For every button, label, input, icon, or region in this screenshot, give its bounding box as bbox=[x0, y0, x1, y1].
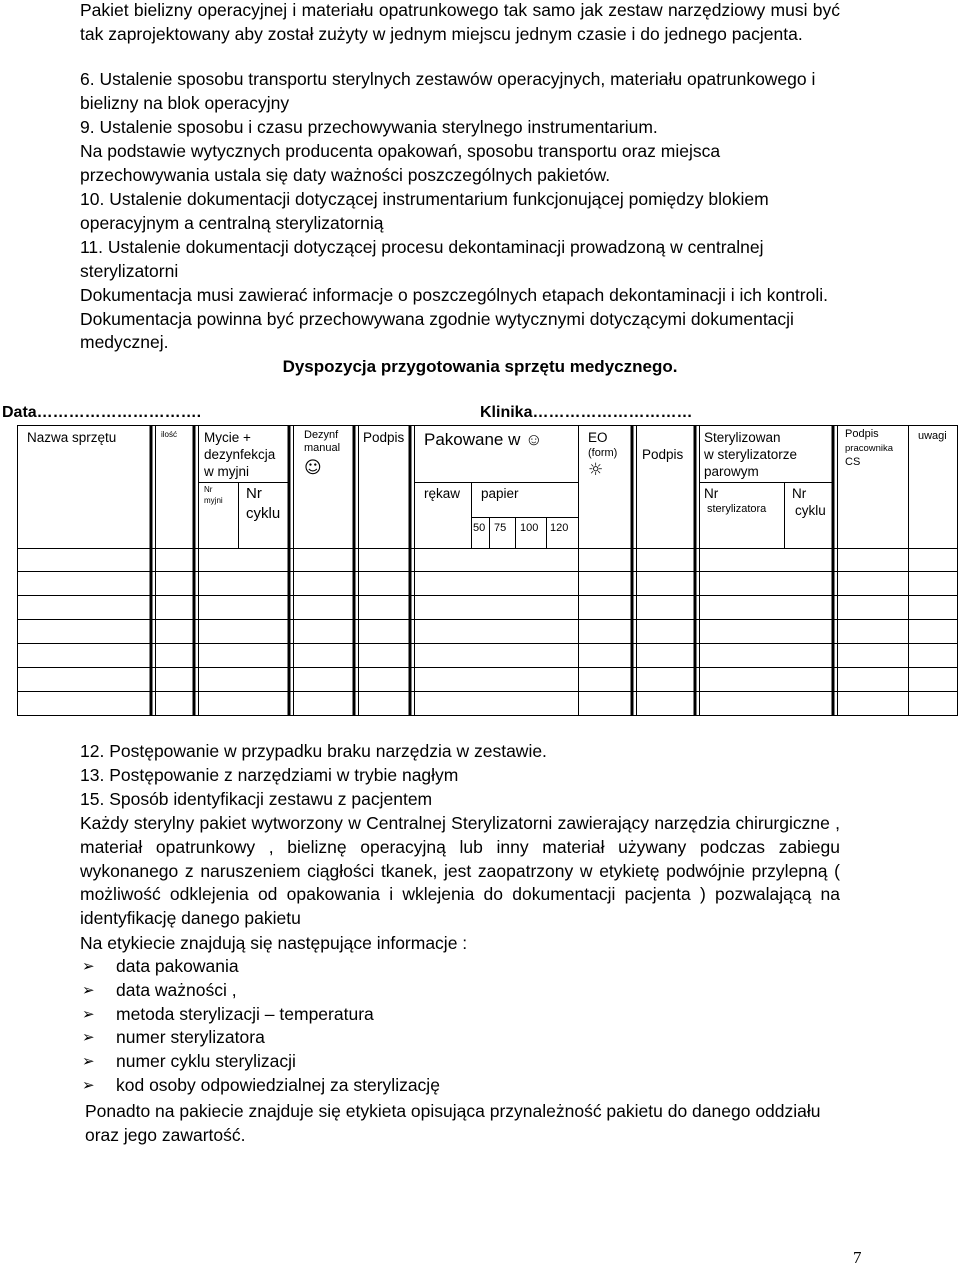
header-nr-myjni-2: myjni bbox=[204, 496, 223, 505]
header-nr-cyklu2-1: Nr bbox=[792, 486, 807, 501]
item-13: 13. Postępowanie z narzędziami w trybie nagłym bbox=[80, 765, 459, 785]
header-ilosc: ilość bbox=[161, 430, 178, 439]
list-item: ➢ numer sterylizatora bbox=[80, 1026, 440, 1050]
header-podpis-2: Podpis bbox=[642, 447, 684, 462]
header-dezynf-1: Dezynf bbox=[304, 429, 339, 441]
arrow-bullet-icon: ➢ bbox=[82, 1005, 95, 1023]
papier-size-120: 120 bbox=[550, 522, 569, 534]
arrow-bullet-icon: ➢ bbox=[82, 1053, 95, 1071]
list-item: ➢ kod osoby odpowiedzialnej za sterylizację bbox=[80, 1074, 440, 1098]
paragraph-na-podstawie: Na podstawie wytycznych producenta opakowań, sposobu transportu oraz miejsca przechowywania ustala się daty ważności poszczególnych pakietów. bbox=[80, 141, 721, 185]
item-9: 9. Ustalenie sposobu i czasu przechowywania sterylnego instrumentarium. bbox=[80, 117, 658, 137]
header-nr-cyklu-1: Nr bbox=[246, 485, 262, 502]
paragraph-kazdy-pakiet: Każdy sterylny pakiet wytworzony w Centralnej Sterylizatorni zawierający narzędzia chirurgiczne , materiał opatrunkowy , bieliznę operacyjną lub inny materiał używany podczas zabiegu wykonanego z naruszeniem ciągłości tkanek, jest zaopatrzony w etykietę podwójnie przylepną ( możliwość odklejenia od opakowania i wklejenia do dokumentacji pacjenta ) pozwalającą na identyfikację danego pakietu bbox=[80, 813, 840, 929]
header-dezynf-2: manual bbox=[304, 442, 341, 454]
label-info-list bbox=[80, 955, 440, 1098]
header-podpis-pracownika-2: pracownika bbox=[845, 443, 894, 454]
sun-icon: ☼ bbox=[588, 460, 604, 480]
item-15: 15. Sposób identyfikacji zestawu z pacjentem bbox=[80, 789, 433, 809]
paragraph-dokumentacja: Dokumentacja musi zawierać informacje o poszczególnych etapach dekontaminacji i ich kontroli. Dokumentacja powinna być przechowywana zgodnie wytycznymi dotyczącymi dokumentacji medycznej. bbox=[80, 285, 828, 353]
header-sterylizowan-2: w sterylizatorze bbox=[704, 447, 798, 462]
header-rekaw: rękaw bbox=[424, 486, 461, 501]
paragraph-closing: Ponadto na pakiecie znajduje się etykieta opisująca przynależność pakietu do danego oddziału oraz jego zawartość. bbox=[85, 1101, 821, 1145]
header-podpis-1: Podpis bbox=[363, 430, 405, 445]
list-item: ➢ data ważności , bbox=[80, 979, 440, 1003]
header-nr-myjni-1: Nr bbox=[204, 485, 213, 494]
item-12: 12. Postępowanie w przypadku braku narzędzia w zestawie. bbox=[80, 741, 547, 761]
list-item: ➢ metoda sterylizacji – temperatura bbox=[80, 1003, 440, 1027]
arrow-bullet-icon: ➢ bbox=[82, 1029, 95, 1047]
header-podpis-pracownika-3: CS bbox=[845, 456, 861, 468]
label-intro: Na etykiecie znajdują się następujące informacje : bbox=[80, 933, 468, 953]
item-11: 11. Ustalenie dokumentacji dotyczącej procesu dekontaminacji prowadzoną w centralnej sterylizatorni bbox=[80, 237, 764, 281]
header-nazwa-sprzetu: Nazwa sprzętu bbox=[27, 430, 117, 445]
section-heading: Dyspozycja przygotowania sprzętu medycznego. bbox=[282, 357, 678, 376]
header-mycie-2: dezynfekcja bbox=[204, 447, 276, 462]
header-pakowane: Pakowane w ☺ bbox=[424, 430, 543, 449]
header-podpis-pracownika-1: Podpis bbox=[845, 428, 879, 440]
item-6: 6. Ustalenie sposobu transportu sterylnych zestawów operacyjnych, materiału opatrunkowego i bielizny na blok operacyjny bbox=[80, 69, 816, 113]
header-nr-sterylizatora-2: sterylizatora bbox=[707, 503, 767, 515]
header-mycie-1: Mycie + bbox=[204, 430, 251, 445]
klinika-label: Klinika………………………… bbox=[480, 404, 693, 421]
list-item: ➢ numer cyklu sterylizacji bbox=[80, 1050, 440, 1074]
header-nr-sterylizatora-1: Nr bbox=[704, 486, 719, 501]
arrow-bullet-icon: ➢ bbox=[82, 958, 95, 975]
header-sterylizowan-3: parowym bbox=[704, 464, 759, 479]
header-nr-cyklu-2: cyklu bbox=[246, 505, 281, 522]
paragraph-pakiet: Pakiet bielizny operacyjnej i materiału opatrunkowego tak samo jak zestaw narzędziowy musi być tak zaprojektowany aby został zużyty w jednym miejscu jednym czasie i do jednego pacjenta. bbox=[80, 0, 840, 44]
papier-size-75: 75 bbox=[494, 522, 507, 534]
header-nr-cyklu2-2: cyklu bbox=[795, 503, 826, 518]
header-papier: papier bbox=[481, 486, 519, 501]
papier-size-100: 100 bbox=[520, 522, 539, 534]
header-eo-2: (form) bbox=[588, 447, 618, 459]
page-number: 7 bbox=[853, 1248, 862, 1267]
item-10: 10. Ustalenie dokumentacji dotyczącej instrumentarium funkcjonującej pomiędzy blokiem operacyjnym a centralną sterylizatornią bbox=[80, 189, 769, 233]
header-sterylizowan-1: Sterylizowan bbox=[704, 430, 781, 445]
arrow-bullet-icon: ➢ bbox=[82, 981, 95, 999]
papier-size-50: 50 bbox=[473, 522, 486, 534]
header-eo-1: EO bbox=[588, 430, 608, 445]
header-mycie-3: w myjni bbox=[204, 464, 250, 479]
arrow-bullet-icon: ➢ bbox=[82, 1076, 95, 1094]
header-uwagi: uwagi bbox=[918, 430, 947, 442]
smiley-icon: ☺ bbox=[304, 458, 322, 478]
data-label: Data…………………………. bbox=[2, 404, 202, 421]
list-item: ➢ data pakowania bbox=[80, 955, 440, 979]
